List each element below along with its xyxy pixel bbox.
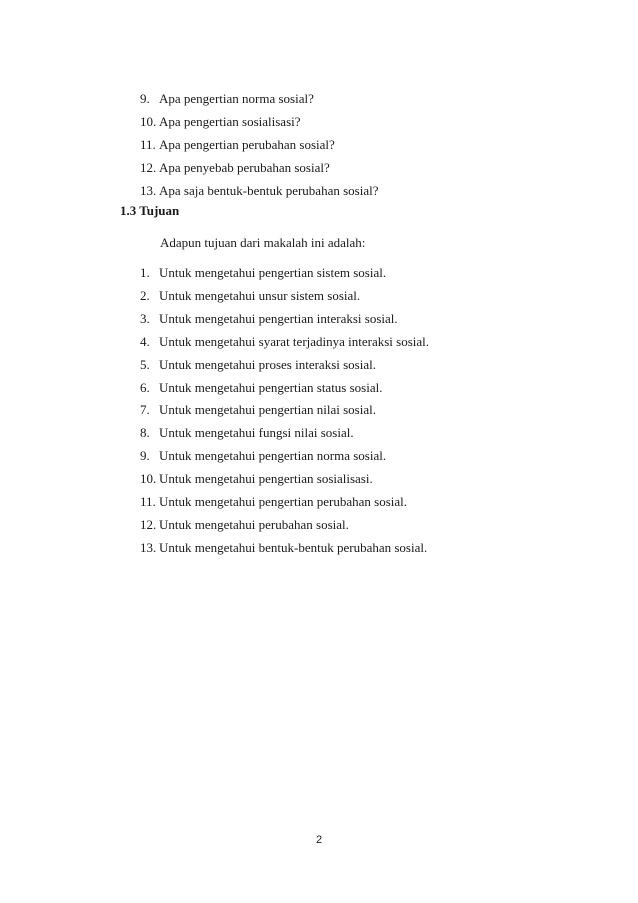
goal-list (140, 262, 429, 560)
list-number: 1. (140, 265, 150, 280)
list-item (140, 285, 429, 308)
list-item (140, 157, 378, 180)
list-text: Untuk mengetahui syarat terjadinya interaksi sosial. (159, 333, 430, 349)
list-number: 12. (140, 516, 157, 532)
list-number: 5. (140, 356, 150, 372)
list-number: 8. (140, 425, 150, 441)
list-item (140, 308, 429, 331)
list-text: Untuk mengetahui fungsi nilai sosial. (159, 425, 354, 441)
list-number: 11. (140, 136, 156, 152)
list-item (140, 537, 429, 560)
list-item (140, 377, 429, 400)
list-text: Untuk mengetahui pengertian sistem sosial. (159, 265, 387, 280)
list-text: Untuk mengetahui bentuk-bentuk perubahan sosial. (159, 539, 428, 555)
list-number: 6. (140, 379, 150, 395)
list-number: 9. (140, 448, 150, 464)
list-text: Apa pengertian perubahan sosial? (159, 136, 335, 152)
list-number: 2. (140, 287, 150, 303)
list-number: 9. (140, 91, 150, 106)
list-item (140, 262, 429, 285)
page-number: 2 (315, 834, 323, 846)
list-item (140, 111, 378, 134)
list-item (140, 134, 378, 157)
list-number: 10. (140, 113, 157, 129)
list-text: Apa saja bentuk-bentuk perubahan sosial? (159, 182, 379, 198)
list-item (140, 399, 429, 422)
list-number: 7. (140, 402, 150, 418)
list-text: Untuk mengetahui pengertian interaksi sosial. (159, 310, 398, 326)
list-number: 13. (140, 539, 157, 555)
list-item (140, 354, 429, 377)
list-text: Untuk mengetahui pengertian norma sosial. (159, 448, 387, 464)
list-number: 3. (140, 310, 150, 326)
list-text: Untuk mengetahui unsur sistem sosial. (159, 287, 361, 303)
section-intro: Adapun tujuan dari makalah ini adalah: (160, 235, 366, 250)
list-text: Untuk mengetahui pengertian perubahan sosial. (159, 494, 408, 510)
list-item (140, 514, 429, 537)
list-number: 11. (140, 494, 156, 510)
list-text: Apa pengertian sosialisasi? (159, 113, 301, 129)
list-item (140, 445, 429, 468)
list-number: 13. (140, 182, 157, 198)
list-item (140, 491, 429, 514)
list-text: Untuk mengetahui pengertian status sosial. (159, 379, 383, 395)
list-item (140, 468, 429, 491)
list-number: 12. (140, 159, 157, 175)
list-text: Untuk mengetahui perubahan sosial. (159, 516, 349, 532)
list-number: 10. (140, 471, 157, 487)
section-heading: 1.3 Tujuan (120, 203, 180, 218)
question-list (140, 88, 378, 203)
list-text: Untuk mengetahui pengertian sosialisasi. (159, 471, 373, 487)
list-item (140, 422, 429, 445)
list-item (140, 88, 378, 111)
list-text: Untuk mengetahui proses interaksi sosial. (159, 356, 376, 372)
list-text: Untuk mengetahui pengertian nilai sosial. (159, 402, 376, 418)
list-number: 4. (140, 333, 150, 349)
list-text: Apa pengertian norma sosial? (159, 91, 314, 106)
list-text: Apa penyebab perubahan sosial? (159, 159, 330, 175)
list-item (140, 331, 429, 354)
